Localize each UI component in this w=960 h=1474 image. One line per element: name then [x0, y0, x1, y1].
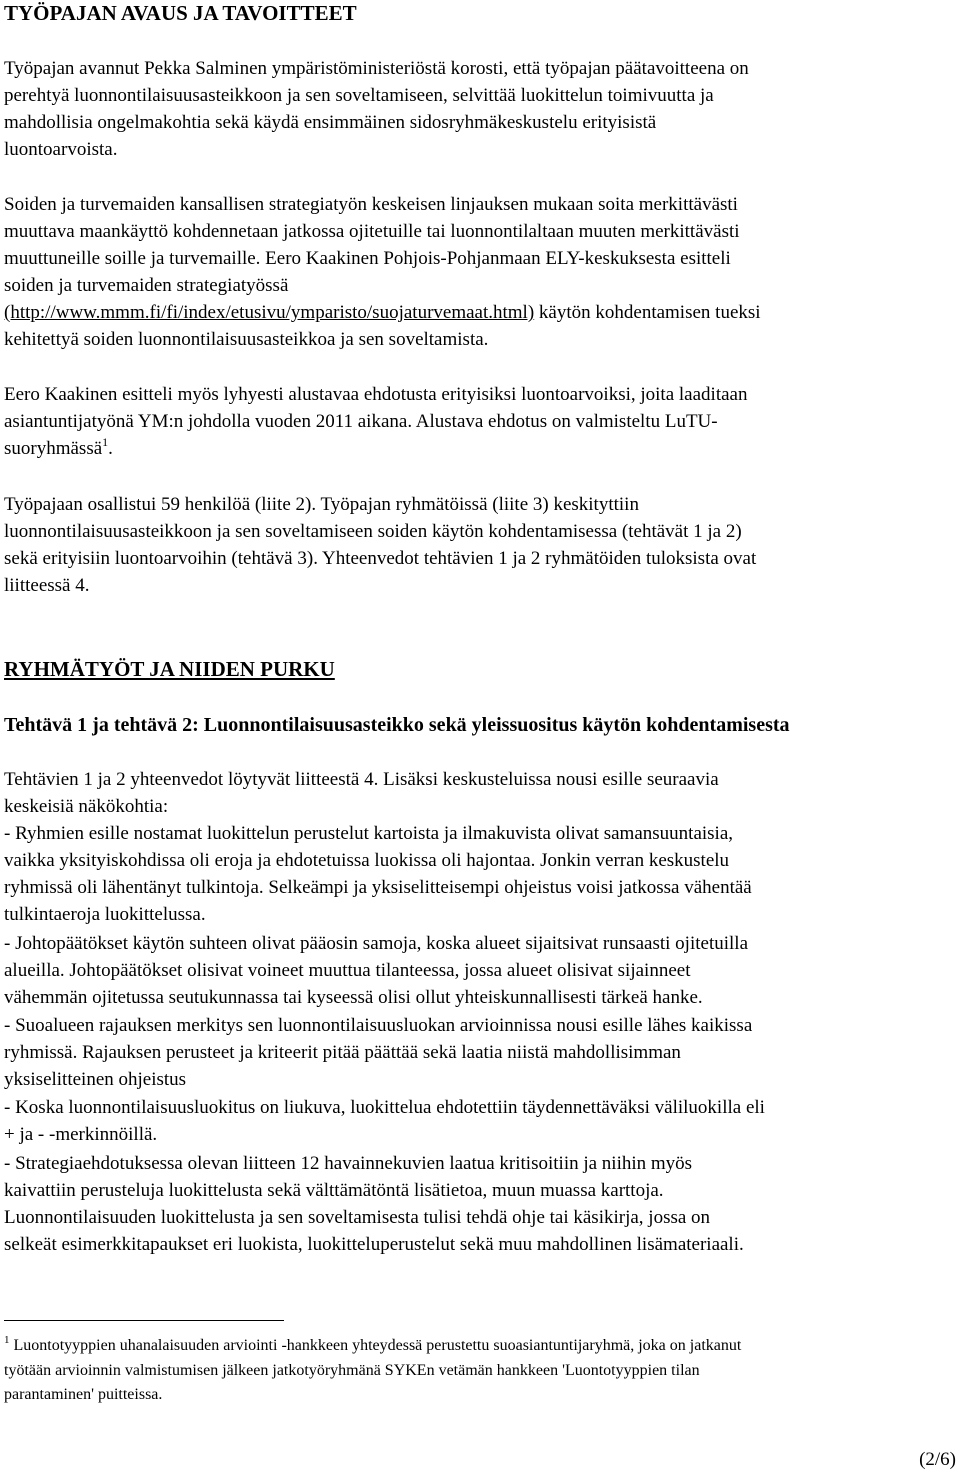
paragraph-line: mahdollisia ongelmakohtia sekä käydä ensimmäinen sidosryhmäkeskustelu erityisistä: [4, 112, 657, 133]
paragraph-line: - Johtopäätökset käytön suhteen olivat pääosin samoja, koska alueet sijaitsivat runsaasti ojitetuilla: [4, 933, 748, 954]
paragraph-line: Luonnontilaisuuden luokittelusta ja sen soveltamisesta tulisi tehdä ohje tai käsikirja, jossa on: [4, 1207, 711, 1228]
paragraph-line: - Koska luonnontilaisuusluokitus on liukuva, luokittelua ehdotettiin täydennettäväksi väliluokilla eli: [4, 1097, 765, 1118]
paragraph-line: - Suoalueen rajauksen merkitys sen luonnontilaisuusluokan arvioinnissa nousi esille lähes kaikissa: [4, 1015, 753, 1036]
paragraph-line: Soiden ja turvemaiden kansallisen strategiatyön keskeisen linjauksen mukaan soita merkittävästi: [4, 194, 738, 215]
paragraph-line: liitteessä 4.: [4, 575, 90, 596]
footnote-text: Luontotyyppien uhanalaisuuden arviointi -hankkeen yhteydessä perustettu suoasiantuntijaryhmä, joka on jatkanut: [9, 1337, 742, 1354]
link-trailing-text: käytön kohdentamisen tueksi: [534, 302, 761, 323]
paragraph-line: soiden ja turvemaiden strategiatyössä: [4, 275, 289, 296]
paragraph-line: alueilla. Johtopäätökset olisivat voineet muuttua tilanteessa, jossa alueet olisivat sijainneet: [4, 960, 691, 981]
paragraph-line: ryhmissä oli lähentänyt tulkintoja. Selkeämpi ja yksiselitteisempi ohjeistus voisi jatkossa vähentää: [4, 877, 752, 898]
strategy-link[interactable]: (http://www.mmm.fi/fi/index/etusivu/ymparisto/suojaturvemaat.html): [4, 302, 535, 323]
paragraph-line: vähemmän ojitetussa seutukunnassa tai kyseessä olisi ollut yhteiskunnallisesti tärkeä hanke.: [4, 987, 703, 1008]
footnote-reference: 1: [102, 434, 109, 449]
paragraph-line: Työpajaan osallistui 59 henkilöä (liite 2). Työpajan ryhmätöissä (liite 3) keskityttiin: [4, 494, 639, 515]
paragraph-line: + ja - -merkinnöillä.: [4, 1124, 158, 1145]
paragraph-text: suoryhmässä: [4, 438, 103, 459]
paragraph-line: muuttava maankäyttö kohdennetaan jatkossa ojitetuille tai luonnontilaltaan muuten merkittävästi: [4, 221, 740, 242]
paragraph-line: [4, 435, 113, 462]
paragraph-line: - Strategiaehdotuksessa olevan liitteen 12 havainnekuvien laatua kritisoitiin ja niihin myös: [4, 1153, 693, 1174]
paragraph-line: muuttuneille soille ja turvemaille. Eero Kaakinen Pohjois-Pohjanmaan ELY-keskuksesta esitteli: [4, 248, 731, 269]
paragraph-line: luonnontilaisuusasteikkoon ja sen soveltamiseen soiden käytön kohdentamisessa (tehtävät 1 ja 2): [4, 521, 742, 542]
paragraph-line: Työpajan avannut Pekka Salminen ympäristöministeriöstä korosti, että työpajan päätavoitteena on: [4, 58, 749, 79]
paragraph-line: yksiselitteinen ohjeistus: [4, 1069, 187, 1090]
section-heading-opening: TYÖPAJAN AVAUS JA TAVOITTEET: [4, 1, 357, 25]
paragraph-line: perehtyä luonnontilaisuusasteikkoon ja sen soveltamiseen, selvittää luokittelun toimivuutta ja: [4, 85, 714, 106]
footnote-line: parantaminen' puitteissa.: [4, 1386, 163, 1403]
paragraph-line: [4, 299, 761, 326]
paragraph-line: kaivattiin perusteluja luokittelusta sekä välttämätöntä lisätietoa, muun muassa karttoja.: [4, 1180, 664, 1201]
paragraph-line: kehitettyä soiden luonnontilaisuusasteikkoa ja sen soveltamista.: [4, 329, 489, 350]
paragraph-line: Tehtävien 1 ja 2 yhteenvedot löytyvät liitteestä 4. Lisäksi keskusteluissa nousi esille seuraavia: [4, 769, 719, 790]
section-heading-groupwork: RYHMÄTYÖT JA NIIDEN PURKU: [4, 657, 335, 681]
paragraph-text: .: [108, 438, 113, 459]
page-number: (2/6): [919, 1449, 956, 1470]
footnote-number: 1: [4, 1333, 10, 1346]
paragraph-line: Eero Kaakinen esitteli myös lyhyesti alustavaa ehdotusta erityisiksi luontoarvoiksi, joita laaditaan: [4, 384, 748, 405]
paragraph-line: - Ryhmien esille nostamat luokittelun perustelut kartoista ja ilmakuvista olivat samansuuntaisia,: [4, 823, 734, 844]
footnote-line: työtään arvioinnin valmistumisen jälkeen jatkotyöryhmänä SYKEn vetämän hankkeen 'Luontotyyppien tilan: [4, 1362, 700, 1379]
subsection-heading-task: Tehtävä 1 ja tehtävä 2: Luonnontilaisuusasteikko sekä yleissuositus käytön kohdentamisesta: [4, 714, 790, 736]
footnote-divider: [4, 1320, 284, 1321]
paragraph-line: sekä erityisiin luontoarvoihin (tehtävä 3). Yhteenvedot tehtävien 1 ja 2 ryhmätöiden tuloksista ovat: [4, 548, 757, 569]
paragraph-line: tulkintaeroja luokittelussa.: [4, 904, 206, 925]
paragraph-line: vaikka yksityiskohdissa oli eroja ja ehdotetuissa luokissa oli hajontaa. Jonkin verran keskustelu: [4, 850, 730, 871]
paragraph-line: asiantuntijatyönä YM:n johdolla vuoden 2011 aikana. Alustava ehdotus on valmisteltu LuTU-: [4, 411, 718, 432]
paragraph-line: luontoarvoista.: [4, 139, 118, 160]
paragraph-line: keskeisiä näkökohtia:: [4, 796, 169, 817]
paragraph-line: selkeät esimerkkitapaukset eri luokista, luokitteluperustelut sekä muu mahdollinen lisämateriaali.: [4, 1234, 744, 1255]
paragraph-line: ryhmissä. Rajauksen perusteet ja kriteerit pitää päättää sekä laatia niistä mahdollisimman: [4, 1042, 681, 1063]
footnote-line: [4, 1334, 741, 1358]
